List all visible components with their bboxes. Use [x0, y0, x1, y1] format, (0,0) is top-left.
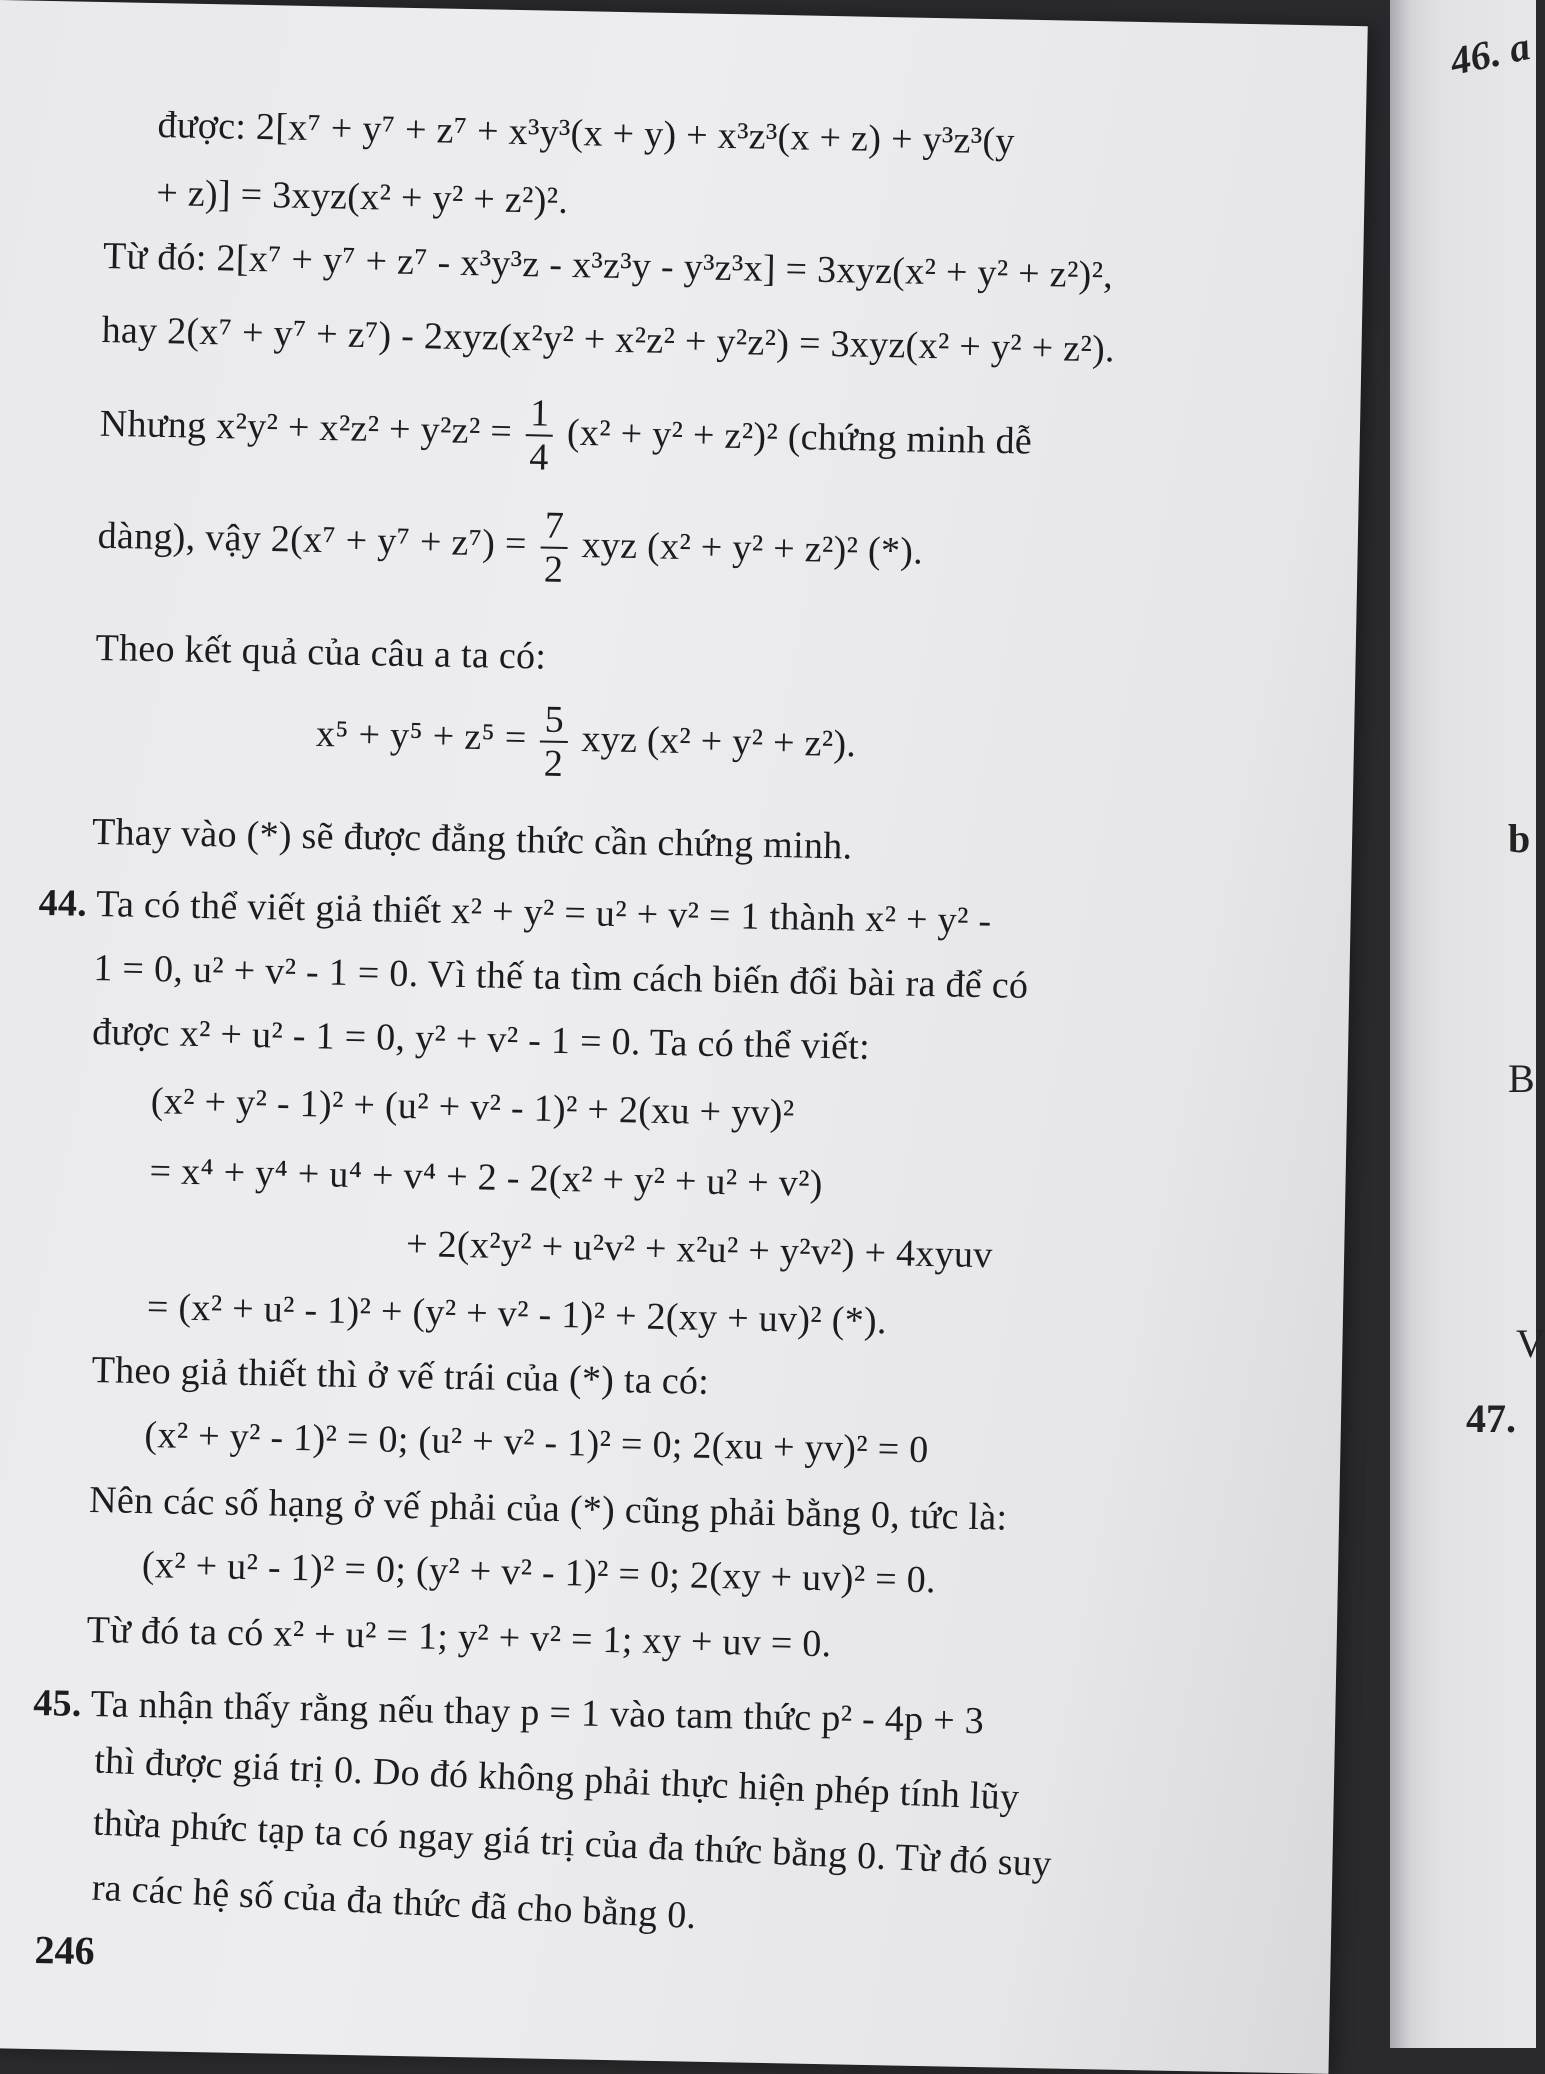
fraction-denominator: 2 — [543, 548, 564, 591]
text-line-6 — [97, 498, 924, 596]
text-line-25: ra các hệ số của đa thức đã cho bằng 0. — [90, 1866, 698, 1938]
fraction-numerator: 1 — [526, 394, 554, 437]
text-line-24: thừa phức tạp ta có ngay giá trị của đa thức bằng 0. Từ đó suy — [92, 1801, 1053, 1886]
facing-page-fragment-46: 46. a — [1446, 23, 1534, 84]
text-line-2: + z)] = 3xyz(x² + y² + z²)². — [155, 172, 569, 222]
fraction-denominator: 2 — [543, 742, 564, 785]
text-line-6-start: dàng), vậy 2(x⁷ + y⁷ + z⁷) = — [97, 514, 528, 565]
text-line-5 — [99, 386, 1033, 486]
text-line-8-start: x⁵ + y⁵ + z⁵ = — [315, 712, 527, 759]
facing-page-fragment-47: 47. — [1466, 1396, 1516, 1441]
text-line-8-end: xyz (x² + y² + z²). — [581, 718, 857, 766]
text-line-11: 1 = 0, u² + v² - 1 = 0. Vì thế ta tìm cách biến đổi bài ra để có — [93, 946, 1029, 1007]
text-line-18: (x² + y² - 1)² = 0; (u² + v² - 1)² = 0; 2(xu + yv)² = 0 — [144, 1414, 929, 1472]
exercise-number-44: 44. — [38, 881, 88, 925]
facing-page-fragment-V: V — [1516, 1321, 1545, 1366]
text-line-12: được x² + u² - 1 = 0, y² + v² - 1 = 0. Ta có thể viết: — [91, 1010, 871, 1068]
text-line-15: + 2(x²y² + u²v² + x²u² + y²v²) + 4xyuv — [405, 1223, 994, 1277]
text-line-16: = (x² + u² - 1)² + (y² + v² - 1)² + 2(xy + uv)² (*). — [146, 1286, 888, 1343]
text-line-7: Theo kết quả của câu a ta có: — [95, 626, 547, 678]
text-line-14: = x⁴ + y⁴ + u⁴ + v⁴ + 2 - 2(x² + y² + u² + v²) — [149, 1150, 824, 1206]
text-line-10-body: Ta có thể viết giả thiết x² + y² = u² + v² = 1 thành x² + y² - — [95, 883, 992, 943]
facing-page-fragment-B: B — [1508, 1056, 1535, 1101]
text-line-10 — [38, 881, 992, 943]
text-line-17: Theo giả thiết thì ở vế trái của (*) ta có: — [91, 1349, 710, 1403]
text-line-22-body: Ta nhận thấy rằng nếu thay p = 1 vào tam thức p² - 4p + 3 — [90, 1683, 985, 1743]
text-line-23: thì được giá trị 0. Do đó không phải thực hiện phép tính lũy — [93, 1739, 1021, 1819]
text-line-5-end: (x² + y² + z²)² (chứng minh dễ — [566, 411, 1033, 463]
text-line-1: được: 2[x⁷ + y⁷ + z⁷ + x³y³(x + y) + x³z³(x + z) + y³z³(y — [157, 104, 1016, 163]
fraction-numerator: 7 — [540, 506, 568, 549]
text-line-3: Từ đó: 2[x⁷ + y⁷ + z⁷ - x³y³z - x³z³y - y³z³x] = 3xyz(x² + y² + z²)², — [102, 235, 1114, 297]
facing-page-fragment-b: b — [1508, 816, 1531, 861]
text-line-22 — [33, 1681, 985, 1743]
fraction-five-halves — [539, 698, 568, 785]
text-line-20: (x² + u² - 1)² = 0; (y² + v² - 1)² = 0; 2(xy + uv)² = 0. — [141, 1544, 937, 1602]
fraction-one-quarter — [525, 394, 554, 477]
fraction-denominator: 4 — [528, 436, 550, 479]
text-line-21: Từ đó ta có x² + u² = 1; y² + v² = 1; xy + uv = 0. — [86, 1608, 832, 1666]
fraction-numerator: 5 — [540, 701, 568, 744]
text-line-6-end: xyz (x² + y² + z²)² (*). — [581, 523, 924, 573]
text-line-5-start: Nhưng x²y² + x²z² + y²z² = — [99, 402, 513, 453]
text-line-8 — [315, 696, 857, 788]
text-line-19: Nên các số hạng ở vế phải của (*) cũng phải bằng 0, tức là: — [88, 1478, 1008, 1539]
exercise-number-45: 45. — [32, 1681, 83, 1725]
facing-page — [1390, 0, 1545, 2048]
fraction-seven-halves — [540, 506, 569, 589]
text-line-13: (x² + y² - 1)² + (u² + v² - 1)² + 2(xu + yv)² — [150, 1080, 795, 1135]
text-line-9: Thay vào (*) sẽ được đẳng thức cần chứng minh. — [91, 810, 853, 868]
page-number: 246 — [34, 1927, 96, 1974]
text-line-4: hay 2(x⁷ + y⁷ + z⁷) - 2xyz(x²y² + x²z² + y²z²) = 3xyz(x² + y² + z²). — [101, 309, 1116, 371]
